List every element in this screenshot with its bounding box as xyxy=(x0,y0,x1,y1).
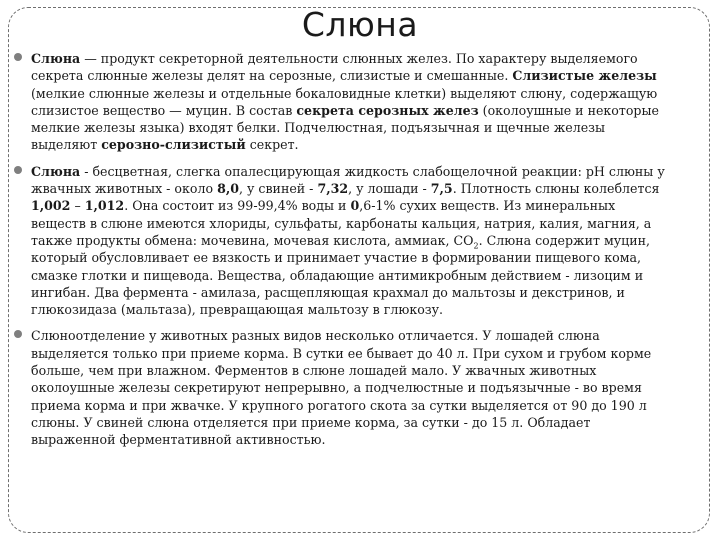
text-line xyxy=(31,267,714,284)
text-line xyxy=(31,397,714,414)
text-run: смазке глотки и пищевода. Вещества, обладающие антимикробным действием - лизоцим и xyxy=(31,267,644,283)
text-run: приема корма и при жвачке. У крупного рогатого скота за сутки выделяется от 90 до 190 л xyxy=(31,397,647,413)
paragraph-2 xyxy=(14,163,714,319)
bold-term: 8,0 xyxy=(217,181,239,197)
text-line xyxy=(31,414,714,431)
text-run: секрета слюнные железы делят на серозные, слизистые и смешанные. xyxy=(31,68,513,84)
text-run: (мелкие слюнные железы и отдельные бокаловидные клетки) выделяют слюну, содержащую xyxy=(31,85,658,101)
bullet-icon xyxy=(14,53,22,61)
text-run: 2 xyxy=(473,241,479,251)
bold-term: 7,32 xyxy=(317,181,349,197)
text-line xyxy=(31,163,714,180)
text-line xyxy=(31,50,714,67)
text-line xyxy=(31,102,714,119)
text-line xyxy=(31,431,714,448)
text-line xyxy=(31,119,714,136)
text-run: (околоушные и некоторые xyxy=(478,102,659,118)
text-run: выраженной ферментативной активностью. xyxy=(31,432,326,448)
text-line xyxy=(31,284,714,301)
text-line xyxy=(31,136,714,153)
text-line xyxy=(31,180,714,197)
bold-term: секрета серозных желез xyxy=(296,102,479,118)
text-line xyxy=(31,301,714,318)
text-run: . Плотность слюны колеблется xyxy=(452,181,660,197)
text-line xyxy=(31,345,714,362)
bold-term: 0 xyxy=(350,198,360,214)
bold-term: 1,002 xyxy=(31,198,71,214)
text-run: секрет. xyxy=(245,137,299,153)
text-run: . Она состоит из 99-99,4% воды и xyxy=(124,198,351,214)
text-run: . Слюна содержит муцин, xyxy=(478,232,651,248)
text-run: , у свиней - xyxy=(238,181,318,197)
bold-term: Слюна xyxy=(31,163,81,179)
text-line xyxy=(31,85,714,102)
text-run: слизистое вещество — муцин. В состав xyxy=(31,102,297,118)
slide-body xyxy=(14,50,714,458)
text-run: который обусловливает ее вязкость и принимает участие в формировании пищевого кома, xyxy=(31,250,641,266)
text-run: глюкозидаза (мальтаза), превращающая мальтозу в глюкозу. xyxy=(31,302,444,318)
text-run: околоушные железы секретируют непрерывно, а подчелюстные и подъязычные - во время xyxy=(31,380,642,396)
text-run: веществ в слюне имеются хлориды, сульфаты, карбонаты кальция, натрия, калия, магния, а xyxy=(31,215,652,231)
slide-title: Слюна xyxy=(301,5,419,44)
text-run: Слюноотделение у животных разных видов несколько отличается. У лошадей слюна xyxy=(31,328,600,344)
bullet-icon xyxy=(14,330,22,338)
text-line xyxy=(31,379,714,396)
text-line xyxy=(31,215,714,232)
text-line xyxy=(31,197,714,214)
text-run: – xyxy=(70,198,85,214)
text-run: - бесцветная, слегка опалесцирующая жидкость слабощелочной реакции: рН слюны у xyxy=(80,163,665,179)
text-run: жвачных животных - около xyxy=(31,181,218,197)
text-line xyxy=(31,67,714,84)
bullet-icon xyxy=(14,166,22,174)
paragraph-3 xyxy=(14,327,714,448)
text-run: выделяется только при приеме корма. В сутки ее бывает до 40 л. При сухом и грубом корме xyxy=(31,345,652,361)
text-line xyxy=(31,327,714,344)
text-run: — продукт секреторной деятельности слюнных желез. По характеру выделяемого xyxy=(80,51,638,66)
paragraph-1 xyxy=(14,50,714,154)
bold-term: 7,5 xyxy=(430,181,453,197)
text-line xyxy=(31,362,714,379)
text-run: мелкие железы языка) входят белки. Подчелюстная, подъязычная и щечные железы xyxy=(31,120,606,136)
text-line xyxy=(31,249,714,266)
text-run: также продукты обмена: мочевина, мочевая кислота, аммиак, СО xyxy=(31,232,474,248)
text-run: , у лошади - xyxy=(348,181,431,197)
bold-term: Слизистые железы xyxy=(512,68,657,84)
bold-term: серозно-слизистый xyxy=(101,137,246,153)
bold-term: Слюна xyxy=(31,51,81,66)
text-run: больше, чем при влажном. Ферментов в слюне лошадей мало. У жвачных животных xyxy=(31,363,597,379)
text-line xyxy=(31,232,714,249)
text-run: ,6-1% сухих веществ. Из минеральных xyxy=(359,198,616,214)
text-run: выделяют xyxy=(31,137,102,153)
bold-term: 1,012 xyxy=(84,198,125,214)
text-run: слюны. У свиней слюна отделяется при приеме корма, за сутки - до 15 л. Обладает xyxy=(31,414,591,430)
text-run: ингибан. Два фермента - амилаза, расщепляющая крахмал до мальтозы и декстринов, и xyxy=(31,284,625,300)
